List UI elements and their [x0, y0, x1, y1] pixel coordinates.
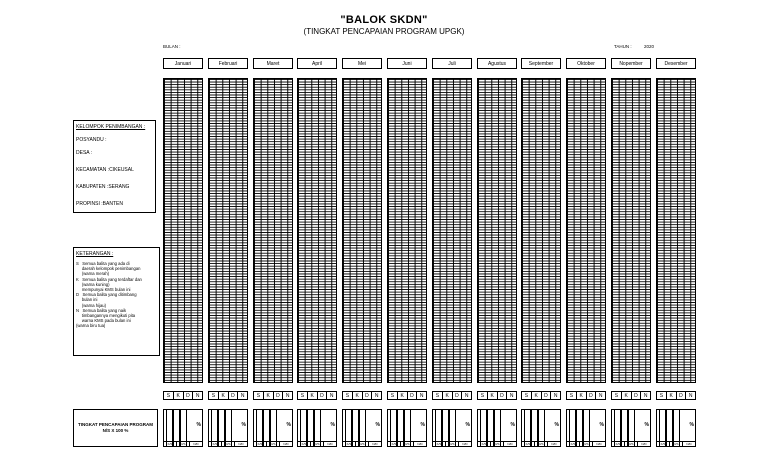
percent-sign: %: [510, 422, 515, 428]
skdn-cell: D: [541, 392, 551, 399]
skdn-cell: N: [640, 392, 650, 399]
pencapaian-block: [656, 409, 696, 447]
percent-sign: %: [599, 422, 604, 428]
skdn-row: [297, 391, 337, 400]
skdn-cell: N: [192, 392, 202, 399]
month-grid: [656, 78, 696, 383]
pencapaian-footer: [657, 441, 695, 446]
keterangan-line: bulan ini: [76, 297, 98, 303]
keterangan-line: S Semua balita yang ada di: [76, 261, 130, 266]
skdn-cell: D: [273, 392, 283, 399]
footer-label: D/S: [400, 442, 413, 446]
pencapaian-block: [387, 409, 427, 447]
footer-label: N/D: [637, 442, 650, 446]
skdn-cell: D: [228, 392, 238, 399]
month-header: Januari: [163, 58, 203, 69]
tingkat-line1: TINGKAT PENCAPAIAN PROGRAM: [77, 422, 154, 427]
skdn-cell: K: [442, 392, 452, 399]
month-grid: [432, 78, 472, 383]
footer-label: D/S: [176, 442, 189, 446]
month-header: Oktober: [566, 58, 606, 69]
skdn-row: [163, 391, 203, 400]
month-header: Maret: [253, 58, 293, 69]
month-grid: [297, 78, 337, 383]
percent-sign: %: [644, 422, 649, 428]
pencapaian-block: [342, 409, 382, 447]
footer-label: D/S: [355, 442, 368, 446]
page-subtitle: (TINGKAT PENCAPAIAN PROGRAM UPGK): [303, 27, 465, 36]
skdn-cell: D: [586, 392, 596, 399]
pencapaian-footer: [388, 441, 426, 446]
skdn-cell: K: [218, 392, 228, 399]
footer-label: D/S: [624, 442, 637, 446]
keterangan-line: daerah kelompok penimbangan: [76, 266, 141, 272]
skdn-cell: K: [576, 392, 586, 399]
pencapaian-block: [477, 409, 517, 447]
skdn-cell: S: [390, 392, 395, 399]
month-header: Mei: [342, 58, 382, 69]
footer-label: K/S: [301, 442, 307, 446]
kelompok-propinsi: PROPINSI :BANTEN: [76, 201, 123, 207]
skdn-cell: K: [173, 392, 183, 399]
footer-label: K/S: [436, 442, 442, 446]
footer-label: N/D: [323, 442, 336, 446]
page-title: "BALOK SKDN": [340, 14, 428, 26]
skdn-cell: D: [631, 392, 641, 399]
tahun-value: 2020: [644, 44, 655, 49]
keterangan-line: timbangannya mengikuti pita: [76, 313, 136, 319]
footer-label: N/D: [189, 442, 202, 446]
keterangan-line: (warna merah): [76, 271, 110, 277]
keterangan-line: (warna hijau): [76, 302, 107, 308]
skdn-cell: D: [407, 392, 417, 399]
footer-label: N/D: [503, 442, 516, 446]
skdn-cell: N: [237, 392, 247, 399]
skdn-cell: N: [461, 392, 471, 399]
month-header: Juli: [432, 58, 472, 69]
kelompok-kabupaten: KABUPATEN :SERANG: [76, 184, 130, 190]
pencapaian-footer: [522, 441, 560, 446]
keterangan-panel: [73, 247, 160, 356]
skdn-cell: D: [497, 392, 507, 399]
skdn-cell: D: [183, 392, 193, 399]
kelompok-posyandu: POSYANDU :: [76, 137, 107, 143]
footer-label: N/D: [682, 442, 695, 446]
month-grid: [611, 78, 651, 383]
footer-label: N/D: [458, 442, 471, 446]
footer-label: K/S: [615, 442, 621, 446]
skdn-cell: D: [452, 392, 462, 399]
skdn-cell: N: [685, 392, 695, 399]
footer-label: D/S: [266, 442, 279, 446]
skdn-cell: S: [614, 392, 619, 399]
skdn-cell: S: [211, 392, 216, 399]
footer-label: K/S: [257, 442, 263, 446]
skdn-row: [387, 391, 427, 400]
percent-sign: %: [689, 422, 694, 428]
pencapaian-footer: [433, 441, 471, 446]
skdn-cell: N: [595, 392, 605, 399]
skdn-cell: K: [397, 392, 407, 399]
tingkat-panel: [73, 409, 158, 447]
month-header: Juni: [387, 58, 427, 69]
footer-label: N/D: [413, 442, 426, 446]
skdn-cell: K: [263, 392, 273, 399]
pencapaian-block: [208, 409, 248, 447]
pencapaian-block: [253, 409, 293, 447]
skdn-row: [656, 391, 696, 400]
month-header: April: [297, 58, 337, 69]
keterangan-line: N Semua balita yang naik: [76, 307, 127, 313]
tahun-label: TAHUN :: [614, 44, 632, 49]
kelompok-desa: DESA :: [76, 150, 93, 156]
skdn-cell: K: [352, 392, 362, 399]
month-grid: [208, 78, 248, 383]
percent-sign: %: [465, 422, 470, 428]
kelompok-kecamatan: KECAMATAN :CIKEUSAL: [76, 167, 134, 173]
keterangan-list: [76, 261, 159, 329]
footer-label: N/D: [547, 442, 560, 446]
skdn-cell: N: [416, 392, 426, 399]
footer-label: D/S: [445, 442, 458, 446]
pencapaian-block: [432, 409, 472, 447]
pencapaian-footer: [298, 441, 336, 446]
percent-sign: %: [196, 422, 201, 428]
footer-label: D/S: [221, 442, 234, 446]
pencapaian-footer: [254, 441, 292, 446]
kelompok-heading: KELOMPOK PENIMBANGAN :: [76, 124, 146, 130]
month-grid: [163, 78, 203, 383]
month-header: Nopember: [611, 58, 651, 69]
bulan-label: BULAN :: [163, 44, 181, 49]
skdn-cell: K: [531, 392, 541, 399]
month-header: September: [521, 58, 561, 69]
skdn-row: [342, 391, 382, 400]
footer-label: N/D: [279, 442, 292, 446]
footer-label: K/S: [212, 442, 218, 446]
percent-sign: %: [286, 422, 291, 428]
footer-label: K/S: [570, 442, 576, 446]
footer-label: N/D: [234, 442, 247, 446]
skdn-cell: S: [524, 392, 529, 399]
footer-label: K/S: [391, 442, 397, 446]
skdn-cell: N: [326, 392, 336, 399]
skdn-row: [521, 391, 561, 400]
footer-label: D/S: [579, 442, 592, 446]
footer-label: D/S: [310, 442, 323, 446]
skdn-cell: K: [307, 392, 317, 399]
pencapaian-block: [297, 409, 337, 447]
skdn-cell: S: [256, 392, 261, 399]
keterangan-line: D Semua balita yang ditimbang: [76, 292, 137, 298]
pencapaian-block: [566, 409, 606, 447]
skdn-cell: S: [569, 392, 574, 399]
percent-sign: %: [375, 422, 380, 428]
percent-sign: %: [554, 422, 559, 428]
kelompok-panel: [73, 120, 156, 213]
pencapaian-footer: [343, 441, 381, 446]
skdn-cell: N: [282, 392, 292, 399]
pencapaian-footer: [209, 441, 247, 446]
skdn-row: [432, 391, 472, 400]
skdn-row: [253, 391, 293, 400]
skdn-row: [477, 391, 517, 400]
skdn-row: [611, 391, 651, 400]
month-grid: [521, 78, 561, 383]
pencapaian-footer: [164, 441, 202, 446]
skdn-cell: S: [300, 392, 305, 399]
skdn-cell: S: [345, 392, 350, 399]
skdn-cell: N: [371, 392, 381, 399]
skdn-cell: K: [666, 392, 676, 399]
skdn-cell: D: [362, 392, 372, 399]
skdn-cell: N: [550, 392, 560, 399]
footer-label: K/S: [525, 442, 531, 446]
month-header: Agustus: [477, 58, 517, 69]
skdn-cell: D: [317, 392, 327, 399]
percent-sign: %: [330, 422, 335, 428]
keterangan-heading: KETERANGAN :: [76, 251, 114, 257]
footer-label: D/S: [669, 442, 682, 446]
keterangan-line: K Semua balita yang terdaftar dan: [76, 276, 142, 282]
month-header: Desember: [656, 58, 696, 69]
keterangan-line: (warna kuning): [76, 281, 110, 287]
pencapaian-block: [163, 409, 203, 447]
month-grid: [477, 78, 517, 383]
footer-label: N/D: [368, 442, 381, 446]
footer-label: K/S: [167, 442, 173, 446]
month-grid: [342, 78, 382, 383]
skdn-cell: S: [480, 392, 485, 399]
skdn-cell: S: [659, 392, 664, 399]
skdn-cell: D: [676, 392, 686, 399]
skdn-cell: K: [487, 392, 497, 399]
footer-label: D/S: [534, 442, 547, 446]
percent-sign: %: [241, 422, 246, 428]
month-header: Februari: [208, 58, 248, 69]
footer-label: N/D: [592, 442, 605, 446]
pencapaian-footer: [567, 441, 605, 446]
footer-label: K/S: [481, 442, 487, 446]
percent-sign: %: [420, 422, 425, 428]
pencapaian-block: [611, 409, 651, 447]
keterangan-line: warna KMS pada bulan ini: [76, 318, 131, 324]
footer-label: D/S: [490, 442, 503, 446]
skdn-row: [208, 391, 248, 400]
month-grid: [253, 78, 293, 383]
pencapaian-footer: [478, 441, 516, 446]
tingkat-line2: N/S X 100 %: [102, 428, 129, 433]
skdn-cell: N: [506, 392, 516, 399]
pencapaian-block: [521, 409, 561, 447]
keterangan-line: mempunyai KMS bulan ini: [76, 287, 131, 293]
skdn-row: [566, 391, 606, 400]
skdn-cell: S: [166, 392, 171, 399]
month-grid: [566, 78, 606, 383]
footer-label: K/S: [660, 442, 666, 446]
skdn-cell: K: [621, 392, 631, 399]
footer-label: K/S: [346, 442, 352, 446]
month-grid: [387, 78, 427, 383]
keterangan-line: (warna biru tua): [76, 323, 106, 329]
skdn-cell: S: [435, 392, 440, 399]
pencapaian-footer: [612, 441, 650, 446]
